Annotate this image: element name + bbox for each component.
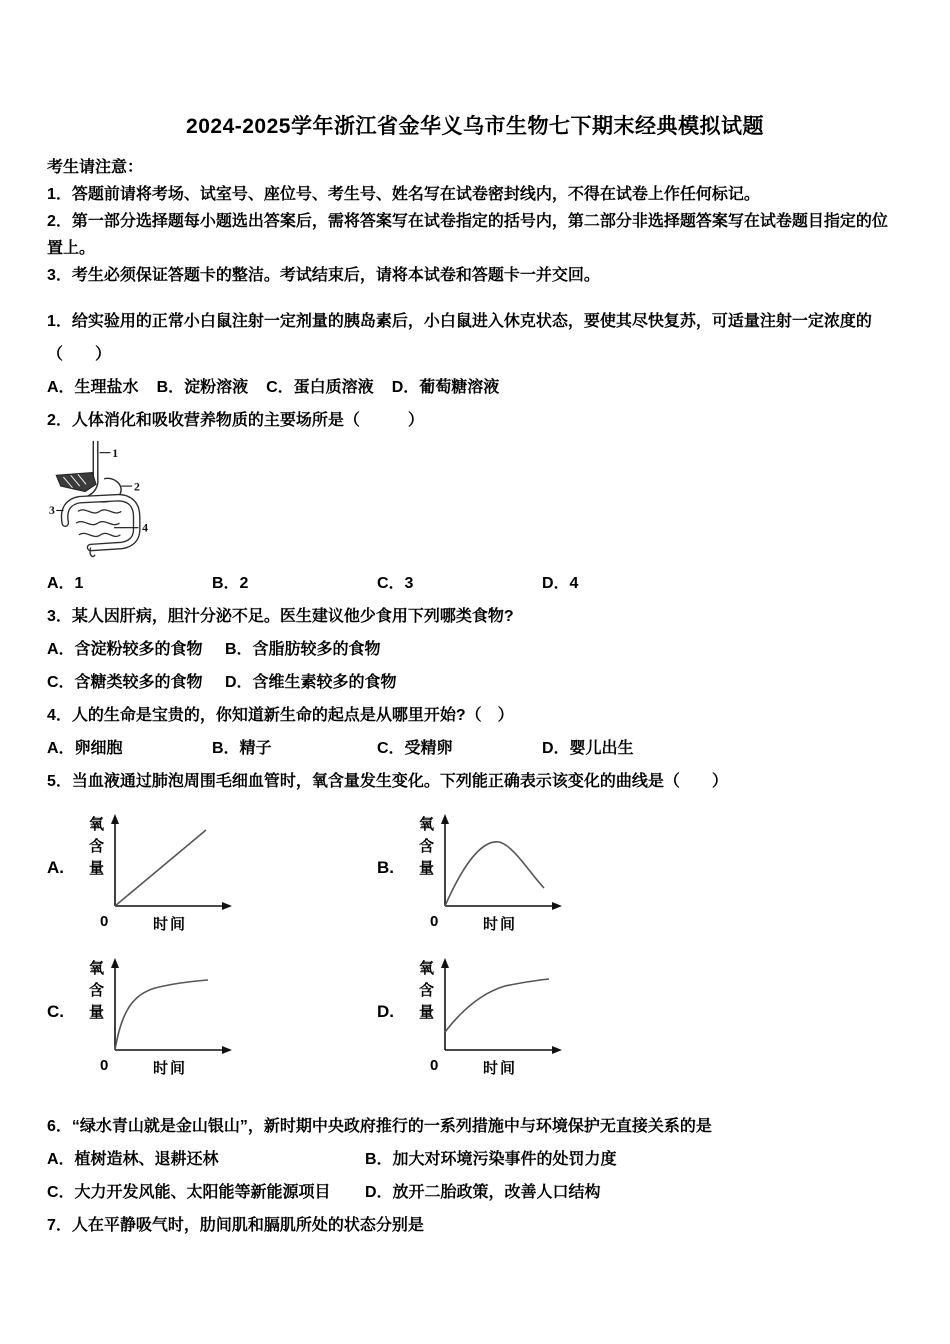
q5-graphs	[47, 814, 903, 1082]
q2-option-b: B．2	[212, 575, 249, 592]
figure-label-1: 1	[112, 447, 119, 461]
chart-d-canvas	[439, 958, 564, 1054]
question-3	[47, 600, 903, 699]
y-axis-label: 氧含量	[417, 816, 434, 882]
q4-option-c: C．受精卵	[377, 740, 453, 757]
origin-label: 0	[100, 913, 109, 930]
origin-label: 0	[430, 1057, 439, 1074]
y-axis-label: 氧含量	[417, 960, 434, 1026]
line-chart-c	[85, 958, 234, 1082]
q1-option-b: B．淀粉溶液	[156, 379, 249, 396]
y-axis-label: 氧含量	[87, 960, 104, 1026]
question-1-stem: 1．给实验用的正常小白鼠注射一定剂量的胰岛素后，小白鼠进入休克状态，要使其尽快复苏，可适量注射一定浓度的（ ）	[47, 313, 872, 363]
exam-title: 2024-2025学年浙江省金华义乌市生物七下期末经典模拟试题	[186, 115, 764, 138]
chart-c-canvas	[109, 958, 234, 1054]
q2-option-d: D．4	[542, 575, 579, 592]
figure-label-2: 2	[133, 480, 140, 494]
q3-option-b: B．含脂肪较多的食物	[225, 641, 381, 658]
q6-option-c: C．大力开发风能、太阳能等新能源项目	[47, 1184, 331, 1201]
y-axis-label: 氧含量	[87, 816, 104, 882]
q5-graph-c-label: C.	[47, 1002, 64, 1021]
notice-item-1: 1．答题前请将考场、试室号、座位号、考生号、姓名写在试卷密封线内，不得在试卷上作任何标记。	[47, 186, 760, 203]
line-chart-b	[415, 814, 564, 938]
question-6	[47, 1110, 903, 1209]
q5-graph-a	[47, 814, 377, 938]
question-3-stem: 3．某人因肝病，胆汁分泌不足。医生建议他少食用下列哪类食物?	[47, 608, 514, 625]
x-axis-label: 时间	[153, 1060, 188, 1077]
q3-option-c: C．含糖类较多的食物	[47, 674, 203, 691]
q2-option-c: C．3	[377, 575, 414, 592]
question-4	[47, 699, 903, 765]
q6-option-a: A．植树造林、退耕还林	[47, 1151, 219, 1168]
line-chart-a	[85, 814, 234, 938]
q4-option-b: B．精子	[212, 740, 272, 757]
q3-option-a: A．含淀粉较多的食物	[47, 641, 203, 658]
question-1	[47, 305, 903, 404]
figure-label-3: 3	[49, 504, 55, 518]
q1-option-a: A．生理盐水	[47, 379, 139, 396]
question-2	[47, 404, 903, 600]
question-3-options-row-2	[47, 666, 903, 699]
question-7	[47, 1209, 903, 1242]
q2-option-a: A．1	[47, 575, 84, 592]
question-2-options	[47, 567, 903, 600]
chart-b-canvas	[439, 814, 564, 910]
notice-heading: 考生请注意：	[47, 159, 144, 176]
q1-option-c: C．蛋白质溶液	[266, 379, 374, 396]
notice-item-2: 2．第一部分选择题每小题选出答案后，需将答案写在试卷指定的括号内，第二部分非选择题答案写在试卷题目指定的位置上。	[47, 213, 888, 257]
figure-label-4: 4	[142, 521, 148, 535]
q4-option-a: A．卵细胞	[47, 740, 123, 757]
q6-option-b: B．加大对环境污染事件的处罚力度	[365, 1151, 617, 1168]
q1-option-d: D．葡萄糖溶液	[391, 379, 500, 396]
q5-graph-b-label: B.	[377, 858, 394, 877]
digestive-system-figure	[49, 440, 903, 562]
x-axis-label: 时间	[483, 1060, 518, 1077]
origin-label: 0	[430, 913, 439, 930]
origin-label: 0	[100, 1057, 109, 1074]
question-2-stem: 2．人体消化和吸收营养物质的主要场所是（ ）	[47, 412, 424, 429]
line-chart-d	[415, 958, 564, 1082]
q6-option-d: D．放开二胎政策，改善人口结构	[365, 1184, 601, 1201]
question-1-options	[47, 371, 903, 404]
question-4-stem: 4．人的生命是宝贵的，你知道新生命的起点是从哪里开始?（ ）	[47, 707, 514, 724]
q4-option-d: D．婴儿出生	[542, 740, 634, 757]
q3-option-d: D．含维生素较多的食物	[225, 674, 397, 691]
question-4-options	[47, 732, 903, 765]
question-6-stem: 6．“绿水青山就是金山银山”，新时期中央政府推行的一系列措施中与环境保护无直接关系的是	[47, 1118, 712, 1135]
question-6-options-row-2	[47, 1176, 903, 1209]
notice-item-3: 3．考生必须保证答题卡的整洁。考试结束后，请将本试卷和答题卡一并交回。	[47, 267, 600, 284]
q5-graph-a-label: A.	[47, 858, 64, 877]
question-3-options-row-1	[47, 633, 903, 666]
x-axis-label: 时间	[153, 916, 188, 933]
question-5	[47, 765, 903, 1082]
notice-section	[47, 154, 903, 289]
q5-graph-d-label: D.	[377, 1002, 394, 1021]
digestive-system-drawing	[49, 440, 159, 562]
x-axis-label: 时间	[483, 916, 518, 933]
chart-a-canvas	[109, 814, 234, 910]
question-7-stem: 7．人在平静吸气时，肋间肌和膈肌所处的状态分别是	[47, 1217, 424, 1234]
q5-graph-b	[377, 814, 903, 938]
question-6-options-row-1	[47, 1143, 903, 1176]
q5-graph-d	[377, 958, 903, 1082]
q5-graph-c	[47, 958, 377, 1082]
question-5-stem: 5．当血液通过肺泡周围毛细血管时，氧含量发生变化。下列能正确表示该变化的曲线是（ ）	[47, 773, 728, 790]
